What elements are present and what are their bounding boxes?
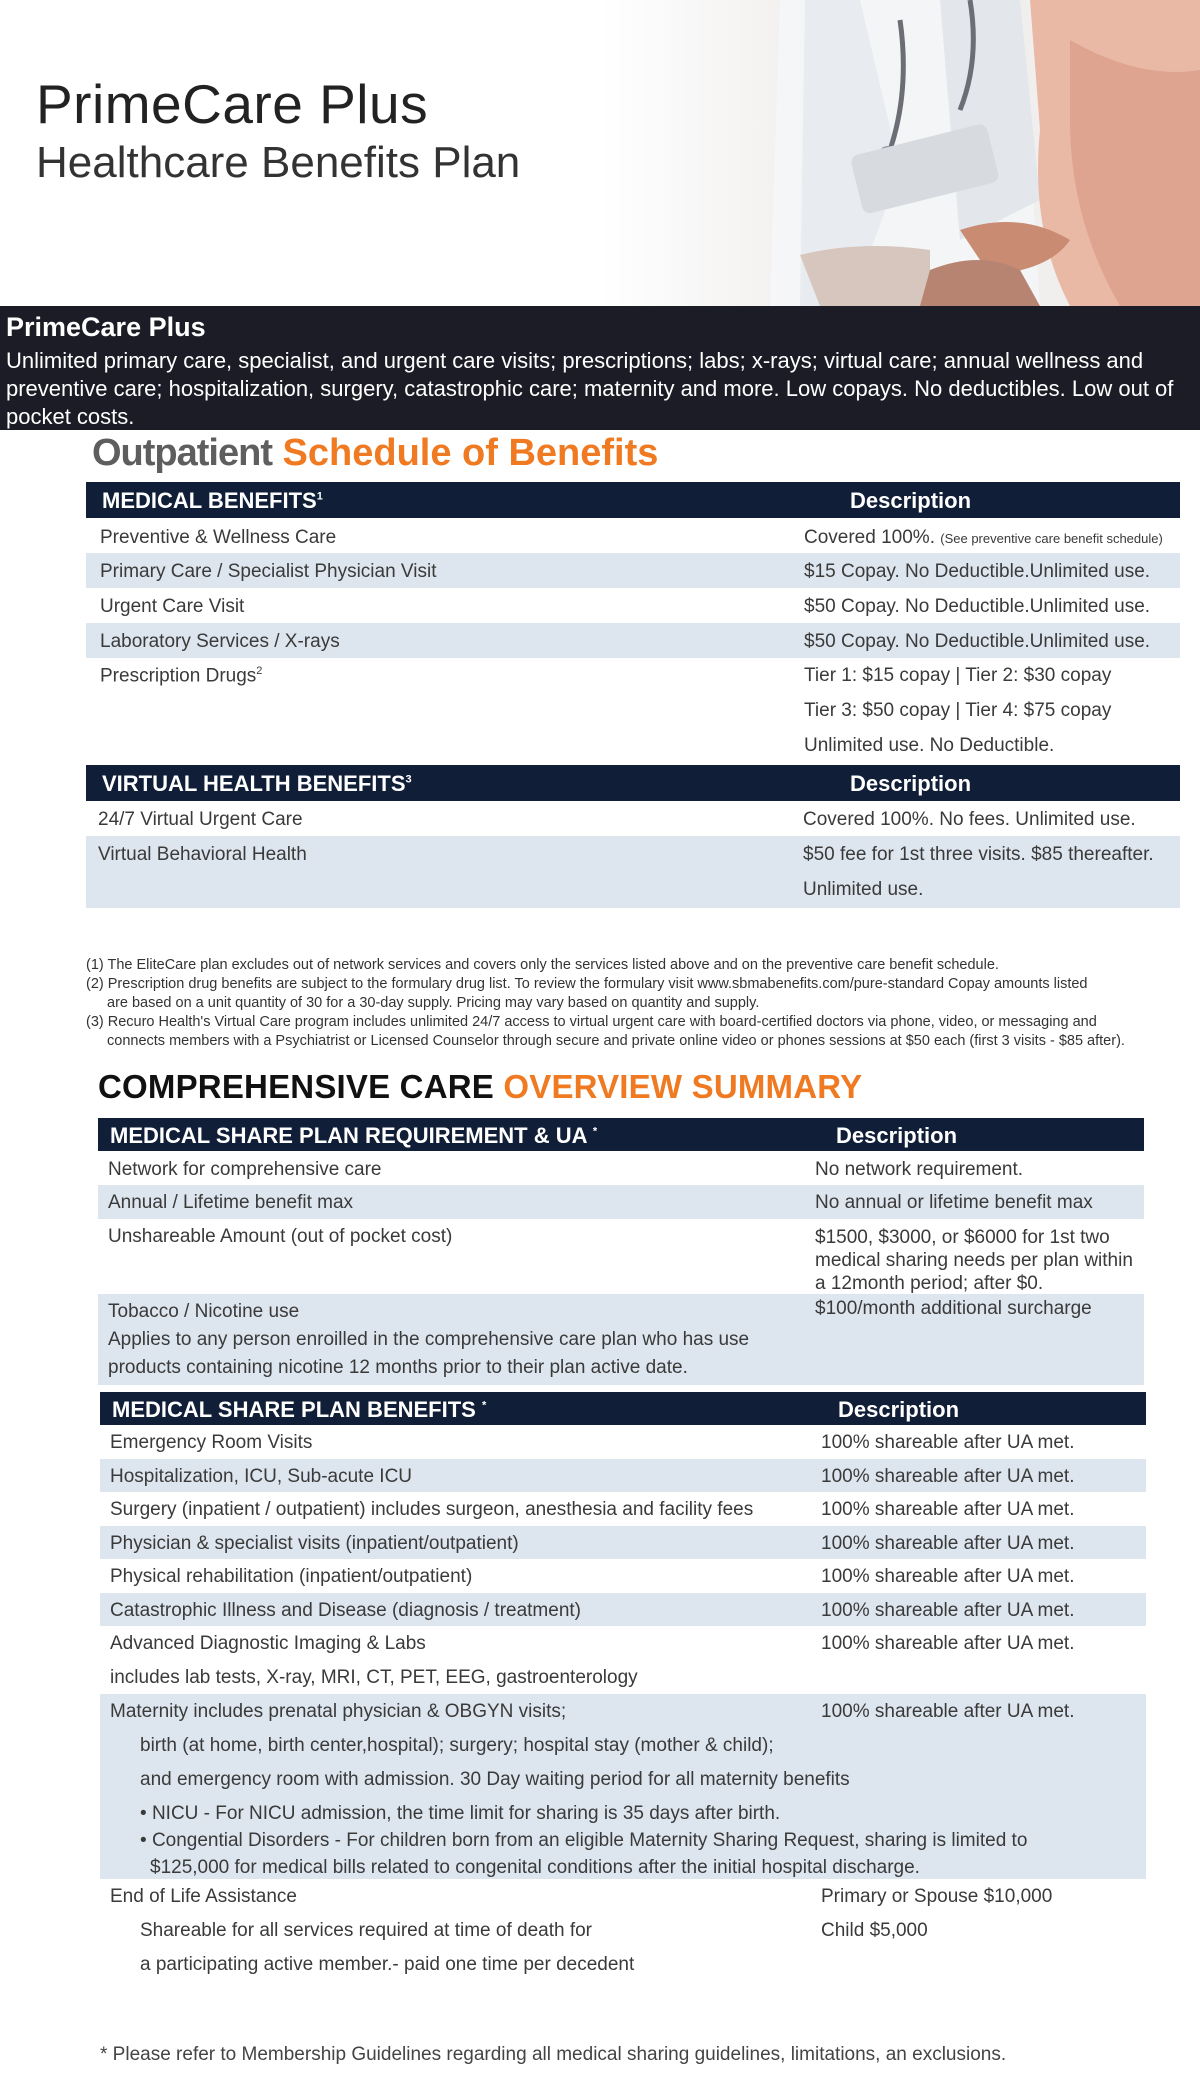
footnotes: (1) The EliteCare plan excludes out of network services and covers only the services listed above and on the preventive care benefit schedule. (2) Prescription drug benefits are subject to the formulary drug list. To review the formulary visit www.sbmabenefits.com/pure-standard Copay amounts listed are based on a unit quantity of 30 for a 30-day supply. Pricing may vary based on quantity and supply. (3) Recuro Health's Virtual Care program includes unlimited 24/7 access to virtual urgent care with board-certified doctors via phone, video, or messaging and connects members with a Psychiatrist or Licensed Counselor through secure and private online video or phones sessions at $50 each (first 3 visits - $85 after). bbox=[86, 957, 1125, 1049]
table-row: Urgent Care Visit $50 Copay. No Deductible.Unlimited use. bbox=[100, 596, 1151, 617]
medical-benefits-table bbox=[86, 482, 1180, 759]
table-row: Unshareable Amount (out of pocket cost) $1500, $3000, or $6000 for 1st two medical sharing needs per plan within a 12month period; after $0. bbox=[108, 1226, 1133, 1294]
membership-guidelines-note: * Please refer to Membership Guidelines regarding all medical sharing guidelines, limitations, an exclusions. bbox=[100, 2044, 1007, 2065]
comprehensive-care-title: COMPREHENSIVE CARE OVERVIEW SUMMARY bbox=[98, 1068, 863, 1105]
share-plan-requirement-table bbox=[98, 1118, 1144, 1385]
table-header: VIRTUAL HEALTH BENEFITS$^3$ Description bbox=[86, 765, 1180, 801]
banner-heading: PrimeCare Plus bbox=[6, 312, 206, 342]
table-row: Virtual Behavioral Health $50 fee for 1st three visits. $85 thereafter. Unlimited use. bbox=[86, 836, 1180, 908]
table-header: MEDICAL BENEFITS$^1$ Description bbox=[86, 482, 1180, 518]
table-row: Physician & specialist visits (inpatient/outpatient) 100% shareable after UA met. bbox=[100, 1526, 1146, 1559]
table-row: Advanced Diagnostic Imaging & Labs 100% shareable after UA met. includes lab tests, X-ray, MRI, CT, PET, EEG, gastroenterology bbox=[110, 1633, 1075, 1688]
hero bbox=[0, 0, 1200, 306]
table-row: Prescription Drugs$^2$ Tier 1: $15 copay | Tier 2: $30 copay Tier 3: $50 copay | Tier 4: $75 copay Unlimited use. No Deductible. bbox=[100, 665, 1112, 756]
table-row: Laboratory Services / X-rays $50 Copay. No Deductible.Unlimited use. bbox=[86, 623, 1180, 658]
table-row: Primary Care / Specialist Physician Visit $15 Copay. No Deductible.Unlimited use. bbox=[86, 553, 1180, 588]
table-row: Maternity includes prenatal physician & OBGYN visits; 100% shareable after UA met. birth (at home, birth center,hospital); surgery; hospital stay (mother & child); and emergency room with admission. 30 Day waiting period for all maternity benefits • NICU - For NICU admission, the time limit for sharing is 35 days after birth. • Congential Disorders - For children born from an eligible Maternity Sharing Request, sharing is limited to $125,000 for medical bills related to congenital conditions after the initial hospital discharge. bbox=[100, 1694, 1146, 1879]
table-row: Catastrophic Illness and Disease (diagnosis / treatment) 100% shareable after UA met. bbox=[100, 1593, 1146, 1626]
table-header: MEDICAL SHARE PLAN BENEFITS * Description bbox=[100, 1392, 1146, 1425]
table-row: Hospitalization, ICU, Sub-acute ICU 100% shareable after UA met. bbox=[100, 1459, 1146, 1492]
table-row: End of Life Assistance Primary or Spouse $10,000 Child $5,000 Shareable for all services required at time of death for a participating active member.- paid one time per decedent bbox=[110, 1886, 1053, 1975]
virtual-health-table bbox=[86, 765, 1180, 908]
table-row: Emergency Room Visits 100% shareable after UA met. bbox=[110, 1432, 1075, 1453]
table-row: 24/7 Virtual Urgent Care Covered 100%. No fees. Unlimited use. bbox=[98, 809, 1136, 830]
table-row: Preventive & Wellness Care Covered 100%. (See preventive care benefit schedule) bbox=[100, 527, 1163, 548]
banner-text: Unlimited primary care, specialist, and urgent care visits; prescriptions; labs; x-rays; virtual care; annual wellness and preventive care; hospitalization, surgery, catastrophic care; maternity and more. Low copays. No deductibles. Low out of pocket costs. bbox=[6, 348, 1174, 429]
plan-subtitle: Healthcare Benefits Plan bbox=[36, 138, 521, 187]
table-row: Network for comprehensive care No network requirement. bbox=[108, 1159, 1024, 1180]
share-plan-benefits-table bbox=[100, 1392, 1146, 1981]
plan-summary-banner bbox=[0, 306, 1200, 430]
table-row: Physical rehabilitation (inpatient/outpatient) 100% shareable after UA met. bbox=[110, 1566, 1075, 1587]
table-row: Annual / Lifetime benefit max No annual or lifetime benefit max bbox=[98, 1185, 1144, 1219]
doctor-patient-photo bbox=[600, 0, 1200, 306]
table-row: Surgery (inpatient / outpatient) includes surgeon, anesthesia and facility fees 100% shareable after UA met. bbox=[110, 1499, 1075, 1520]
table-row: Tobacco / Nicotine use Applies to any person enroilled in the comprehensive care plan who has use products containing nicotine 12 months prior to their plan active date. $100/month additional surcharge bbox=[98, 1294, 1144, 1385]
outpatient-title: Outpatient Schedule of Benefits bbox=[92, 432, 659, 474]
plan-title: PrimeCare Plus bbox=[36, 73, 429, 135]
table-header: MEDICAL SHARE PLAN REQUIREMENT & UA * Description bbox=[98, 1118, 1144, 1151]
